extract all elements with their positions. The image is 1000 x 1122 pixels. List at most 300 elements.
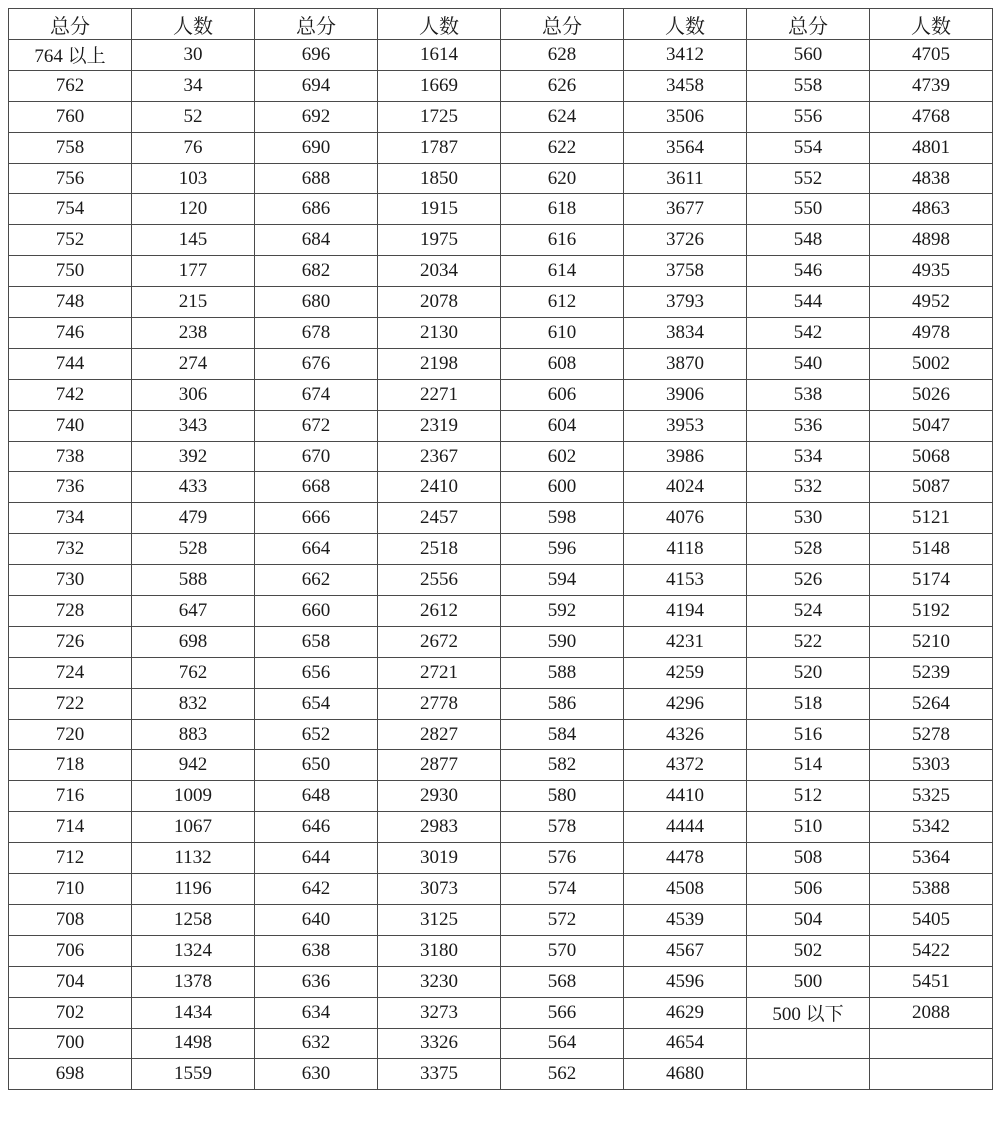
score-cell: 530 (747, 503, 870, 534)
count-cell: 4863 (870, 194, 993, 225)
count-cell: 2983 (378, 812, 501, 843)
count-cell: 762 (132, 657, 255, 688)
count-cell: 4705 (870, 40, 993, 71)
score-cell: 644 (255, 843, 378, 874)
count-cell: 5264 (870, 688, 993, 719)
score-cell: 588 (501, 657, 624, 688)
count-cell: 4231 (624, 626, 747, 657)
table-row (9, 472, 993, 503)
count-cell: 3273 (378, 997, 501, 1028)
count-cell: 647 (132, 596, 255, 627)
count-cell: 2271 (378, 379, 501, 410)
score-cell: 552 (747, 163, 870, 194)
table-row (9, 596, 993, 627)
count-cell: 1975 (378, 225, 501, 256)
score-cell: 566 (501, 997, 624, 1028)
score-cell: 668 (255, 472, 378, 503)
score-cell: 526 (747, 565, 870, 596)
table-row (9, 101, 993, 132)
count-cell: 1132 (132, 843, 255, 874)
count-cell: 4838 (870, 163, 993, 194)
count-cell: 4194 (624, 596, 747, 627)
score-cell: 656 (255, 657, 378, 688)
score-cell: 564 (501, 1028, 624, 1059)
count-cell: 4024 (624, 472, 747, 503)
cropped-footnote-text (8, 1106, 992, 1122)
table-row (9, 194, 993, 225)
score-cell: 542 (747, 318, 870, 349)
score-cell: 532 (747, 472, 870, 503)
table-row (9, 534, 993, 565)
score-cell: 520 (747, 657, 870, 688)
score-cell: 528 (747, 534, 870, 565)
score-cell: 724 (9, 657, 132, 688)
score-cell: 594 (501, 565, 624, 596)
count-cell: 2034 (378, 256, 501, 287)
score-cell: 646 (255, 812, 378, 843)
count-cell: 1669 (378, 70, 501, 101)
score-cell: 522 (747, 626, 870, 657)
count-cell: 1787 (378, 132, 501, 163)
score-cell: 568 (501, 966, 624, 997)
table-row (9, 904, 993, 935)
score-cell: 686 (255, 194, 378, 225)
score-cell: 722 (9, 688, 132, 719)
header-total-score: 总分 (747, 9, 870, 40)
table-row (9, 287, 993, 318)
header-total-score: 总分 (255, 9, 378, 40)
score-cell: 634 (255, 997, 378, 1028)
count-cell: 3180 (378, 935, 501, 966)
count-cell: 4296 (624, 688, 747, 719)
score-cell: 504 (747, 904, 870, 935)
count-cell: 1614 (378, 40, 501, 71)
score-cell: 600 (501, 472, 624, 503)
score-cell: 598 (501, 503, 624, 534)
score-cell: 508 (747, 843, 870, 874)
score-cell: 614 (501, 256, 624, 287)
score-cell: 630 (255, 1059, 378, 1090)
count-cell: 3611 (624, 163, 747, 194)
count-cell: 433 (132, 472, 255, 503)
table-row (9, 997, 993, 1028)
score-cell: 576 (501, 843, 624, 874)
count-cell: 2877 (378, 750, 501, 781)
score-cell (747, 1028, 870, 1059)
count-cell: 5210 (870, 626, 993, 657)
score-cell: 580 (501, 781, 624, 812)
score-cell: 712 (9, 843, 132, 874)
count-cell: 1378 (132, 966, 255, 997)
count-cell: 5148 (870, 534, 993, 565)
count-cell: 1915 (378, 194, 501, 225)
score-cell: 690 (255, 132, 378, 163)
count-cell: 5342 (870, 812, 993, 843)
table-row (9, 503, 993, 534)
count-cell: 2078 (378, 287, 501, 318)
count-cell: 1009 (132, 781, 255, 812)
table-row (9, 225, 993, 256)
score-cell: 698 (9, 1059, 132, 1090)
score-cell: 606 (501, 379, 624, 410)
score-cell: 584 (501, 719, 624, 750)
score-cell: 736 (9, 472, 132, 503)
count-cell: 215 (132, 287, 255, 318)
table-row (9, 410, 993, 441)
score-cell: 558 (747, 70, 870, 101)
count-cell: 5451 (870, 966, 993, 997)
count-cell: 1559 (132, 1059, 255, 1090)
score-cell: 652 (255, 719, 378, 750)
score-cell: 752 (9, 225, 132, 256)
count-cell: 343 (132, 410, 255, 441)
score-cell: 692 (255, 101, 378, 132)
score-cell: 720 (9, 719, 132, 750)
score-cell: 616 (501, 225, 624, 256)
score-cell: 658 (255, 626, 378, 657)
count-cell: 3906 (624, 379, 747, 410)
score-cell: 708 (9, 904, 132, 935)
table-row (9, 318, 993, 349)
score-cell: 518 (747, 688, 870, 719)
count-cell: 238 (132, 318, 255, 349)
score-cell: 664 (255, 534, 378, 565)
count-cell: 3564 (624, 132, 747, 163)
count-cell: 2367 (378, 441, 501, 472)
count-cell: 883 (132, 719, 255, 750)
table-body (9, 40, 993, 1090)
count-cell: 4567 (624, 935, 747, 966)
count-cell: 1324 (132, 935, 255, 966)
score-cell: 758 (9, 132, 132, 163)
count-cell: 52 (132, 101, 255, 132)
count-cell: 4153 (624, 565, 747, 596)
header-student-count: 人数 (378, 9, 501, 40)
table-row (9, 966, 993, 997)
count-cell: 5278 (870, 719, 993, 750)
count-cell: 392 (132, 441, 255, 472)
score-cell: 612 (501, 287, 624, 318)
count-cell: 306 (132, 379, 255, 410)
score-cell: 714 (9, 812, 132, 843)
count-cell: 588 (132, 565, 255, 596)
count-cell: 3870 (624, 348, 747, 379)
score-cell: 536 (747, 410, 870, 441)
score-cell: 746 (9, 318, 132, 349)
count-cell: 3986 (624, 441, 747, 472)
score-distribution-table (8, 8, 993, 1090)
count-cell: 2088 (870, 997, 993, 1028)
score-cell: 538 (747, 379, 870, 410)
score-cell: 704 (9, 966, 132, 997)
count-cell: 1258 (132, 904, 255, 935)
score-cell: 672 (255, 410, 378, 441)
table-row (9, 379, 993, 410)
score-cell: 654 (255, 688, 378, 719)
table-row (9, 132, 993, 163)
count-cell: 4978 (870, 318, 993, 349)
header-total-score: 总分 (9, 9, 132, 40)
score-cell: 534 (747, 441, 870, 472)
table-row (9, 348, 993, 379)
table-row (9, 719, 993, 750)
table-row (9, 441, 993, 472)
count-cell: 3412 (624, 40, 747, 71)
score-cell: 732 (9, 534, 132, 565)
score-cell: 610 (501, 318, 624, 349)
count-cell: 2778 (378, 688, 501, 719)
score-cell: 700 (9, 1028, 132, 1059)
score-cell: 636 (255, 966, 378, 997)
header-student-count: 人数 (870, 9, 993, 40)
score-cell: 544 (747, 287, 870, 318)
score-cell: 760 (9, 101, 132, 132)
score-cell: 578 (501, 812, 624, 843)
count-cell: 942 (132, 750, 255, 781)
score-cell: 638 (255, 935, 378, 966)
count-cell: 4898 (870, 225, 993, 256)
score-cell: 716 (9, 781, 132, 812)
score-cell: 556 (747, 101, 870, 132)
count-cell: 4539 (624, 904, 747, 935)
count-cell: 832 (132, 688, 255, 719)
count-cell: 5325 (870, 781, 993, 812)
score-cell: 670 (255, 441, 378, 472)
count-cell: 5002 (870, 348, 993, 379)
score-cell: 756 (9, 163, 132, 194)
count-cell: 2457 (378, 503, 501, 534)
score-cell: 710 (9, 874, 132, 905)
count-cell: 5174 (870, 565, 993, 596)
score-cell: 718 (9, 750, 132, 781)
table-row (9, 163, 993, 194)
score-cell: 706 (9, 935, 132, 966)
count-cell: 1725 (378, 101, 501, 132)
count-cell: 76 (132, 132, 255, 163)
score-cell: 744 (9, 348, 132, 379)
score-cell: 750 (9, 256, 132, 287)
count-cell: 4801 (870, 132, 993, 163)
count-cell: 2130 (378, 318, 501, 349)
score-cell: 572 (501, 904, 624, 935)
count-cell: 4680 (624, 1059, 747, 1090)
count-cell: 177 (132, 256, 255, 287)
count-cell: 5192 (870, 596, 993, 627)
count-cell: 5422 (870, 935, 993, 966)
table-row (9, 781, 993, 812)
score-cell: 500 (747, 966, 870, 997)
score-cell: 648 (255, 781, 378, 812)
score-cell: 626 (501, 70, 624, 101)
count-cell: 120 (132, 194, 255, 225)
count-cell: 4935 (870, 256, 993, 287)
count-cell: 3375 (378, 1059, 501, 1090)
count-cell: 5026 (870, 379, 993, 410)
count-cell: 4259 (624, 657, 747, 688)
count-cell: 3073 (378, 874, 501, 905)
score-cell: 734 (9, 503, 132, 534)
score-cell: 608 (501, 348, 624, 379)
score-cell: 506 (747, 874, 870, 905)
count-cell: 5087 (870, 472, 993, 503)
table-row (9, 1028, 993, 1059)
count-cell: 5364 (870, 843, 993, 874)
count-cell: 4326 (624, 719, 747, 750)
table-row (9, 935, 993, 966)
score-cell: 500 以下 (747, 997, 870, 1028)
count-cell: 4508 (624, 874, 747, 905)
count-cell: 2319 (378, 410, 501, 441)
score-cell: 602 (501, 441, 624, 472)
score-cell: 540 (747, 348, 870, 379)
count-cell: 1498 (132, 1028, 255, 1059)
score-cell: 582 (501, 750, 624, 781)
count-cell: 2198 (378, 348, 501, 379)
score-cell (747, 1059, 870, 1090)
score-cell: 502 (747, 935, 870, 966)
count-cell: 5047 (870, 410, 993, 441)
count-cell: 145 (132, 225, 255, 256)
score-cell: 524 (747, 596, 870, 627)
count-cell: 30 (132, 40, 255, 71)
count-cell: 1067 (132, 812, 255, 843)
count-cell (870, 1059, 993, 1090)
count-cell: 4118 (624, 534, 747, 565)
score-cell: 678 (255, 318, 378, 349)
count-cell: 3506 (624, 101, 747, 132)
score-cell: 618 (501, 194, 624, 225)
count-cell: 5388 (870, 874, 993, 905)
score-cell: 510 (747, 812, 870, 843)
count-cell: 274 (132, 348, 255, 379)
score-cell: 660 (255, 596, 378, 627)
score-cell: 546 (747, 256, 870, 287)
count-cell: 5068 (870, 441, 993, 472)
header-student-count: 人数 (624, 9, 747, 40)
table-row (9, 40, 993, 71)
count-cell: 5303 (870, 750, 993, 781)
count-cell: 1434 (132, 997, 255, 1028)
count-cell: 3019 (378, 843, 501, 874)
score-cell: 548 (747, 225, 870, 256)
score-cell: 554 (747, 132, 870, 163)
count-cell: 4410 (624, 781, 747, 812)
count-cell: 103 (132, 163, 255, 194)
count-cell: 4739 (870, 70, 993, 101)
score-cell: 748 (9, 287, 132, 318)
score-cell: 574 (501, 874, 624, 905)
score-cell: 742 (9, 379, 132, 410)
score-cell: 622 (501, 132, 624, 163)
table-header-row (9, 9, 993, 40)
count-cell: 4596 (624, 966, 747, 997)
count-cell: 3726 (624, 225, 747, 256)
score-cell: 762 (9, 70, 132, 101)
count-cell: 3326 (378, 1028, 501, 1059)
score-cell: 666 (255, 503, 378, 534)
score-cell: 650 (255, 750, 378, 781)
score-cell: 550 (747, 194, 870, 225)
score-cell: 688 (255, 163, 378, 194)
score-cell: 516 (747, 719, 870, 750)
header-student-count: 人数 (132, 9, 255, 40)
score-cell: 592 (501, 596, 624, 627)
table-row (9, 843, 993, 874)
count-cell (870, 1028, 993, 1059)
score-cell: 730 (9, 565, 132, 596)
count-cell: 1196 (132, 874, 255, 905)
score-cell: 628 (501, 40, 624, 71)
count-cell: 2612 (378, 596, 501, 627)
count-cell: 4444 (624, 812, 747, 843)
count-cell: 3793 (624, 287, 747, 318)
count-cell: 5121 (870, 503, 993, 534)
score-cell: 726 (9, 626, 132, 657)
count-cell: 3230 (378, 966, 501, 997)
score-cell: 682 (255, 256, 378, 287)
score-cell: 754 (9, 194, 132, 225)
count-cell: 4654 (624, 1028, 747, 1059)
count-cell: 5405 (870, 904, 993, 935)
score-cell: 684 (255, 225, 378, 256)
count-cell: 3677 (624, 194, 747, 225)
score-cell: 514 (747, 750, 870, 781)
table-row (9, 70, 993, 101)
count-cell: 3953 (624, 410, 747, 441)
score-cell: 512 (747, 781, 870, 812)
score-cell: 632 (255, 1028, 378, 1059)
count-cell: 2930 (378, 781, 501, 812)
table-row (9, 565, 993, 596)
score-cell: 676 (255, 348, 378, 379)
score-cell: 624 (501, 101, 624, 132)
score-cell: 702 (9, 997, 132, 1028)
count-cell: 2410 (378, 472, 501, 503)
score-cell: 642 (255, 874, 378, 905)
score-cell: 620 (501, 163, 624, 194)
count-cell: 479 (132, 503, 255, 534)
count-cell: 4076 (624, 503, 747, 534)
score-cell: 662 (255, 565, 378, 596)
score-cell: 740 (9, 410, 132, 441)
count-cell: 2556 (378, 565, 501, 596)
count-cell: 1850 (378, 163, 501, 194)
score-cell: 764 以上 (9, 40, 132, 71)
score-cell: 570 (501, 935, 624, 966)
count-cell: 2827 (378, 719, 501, 750)
score-cell: 586 (501, 688, 624, 719)
count-cell: 2518 (378, 534, 501, 565)
count-cell: 698 (132, 626, 255, 657)
score-cell: 590 (501, 626, 624, 657)
score-cell: 738 (9, 441, 132, 472)
count-cell: 2672 (378, 626, 501, 657)
score-cell: 674 (255, 379, 378, 410)
score-cell: 604 (501, 410, 624, 441)
header-total-score: 总分 (501, 9, 624, 40)
table-row (9, 626, 993, 657)
count-cell: 3458 (624, 70, 747, 101)
table-row (9, 657, 993, 688)
score-cell: 640 (255, 904, 378, 935)
score-cell: 560 (747, 40, 870, 71)
score-cell: 694 (255, 70, 378, 101)
count-cell: 2721 (378, 657, 501, 688)
score-cell: 596 (501, 534, 624, 565)
table-row (9, 812, 993, 843)
count-cell: 4478 (624, 843, 747, 874)
count-cell: 528 (132, 534, 255, 565)
